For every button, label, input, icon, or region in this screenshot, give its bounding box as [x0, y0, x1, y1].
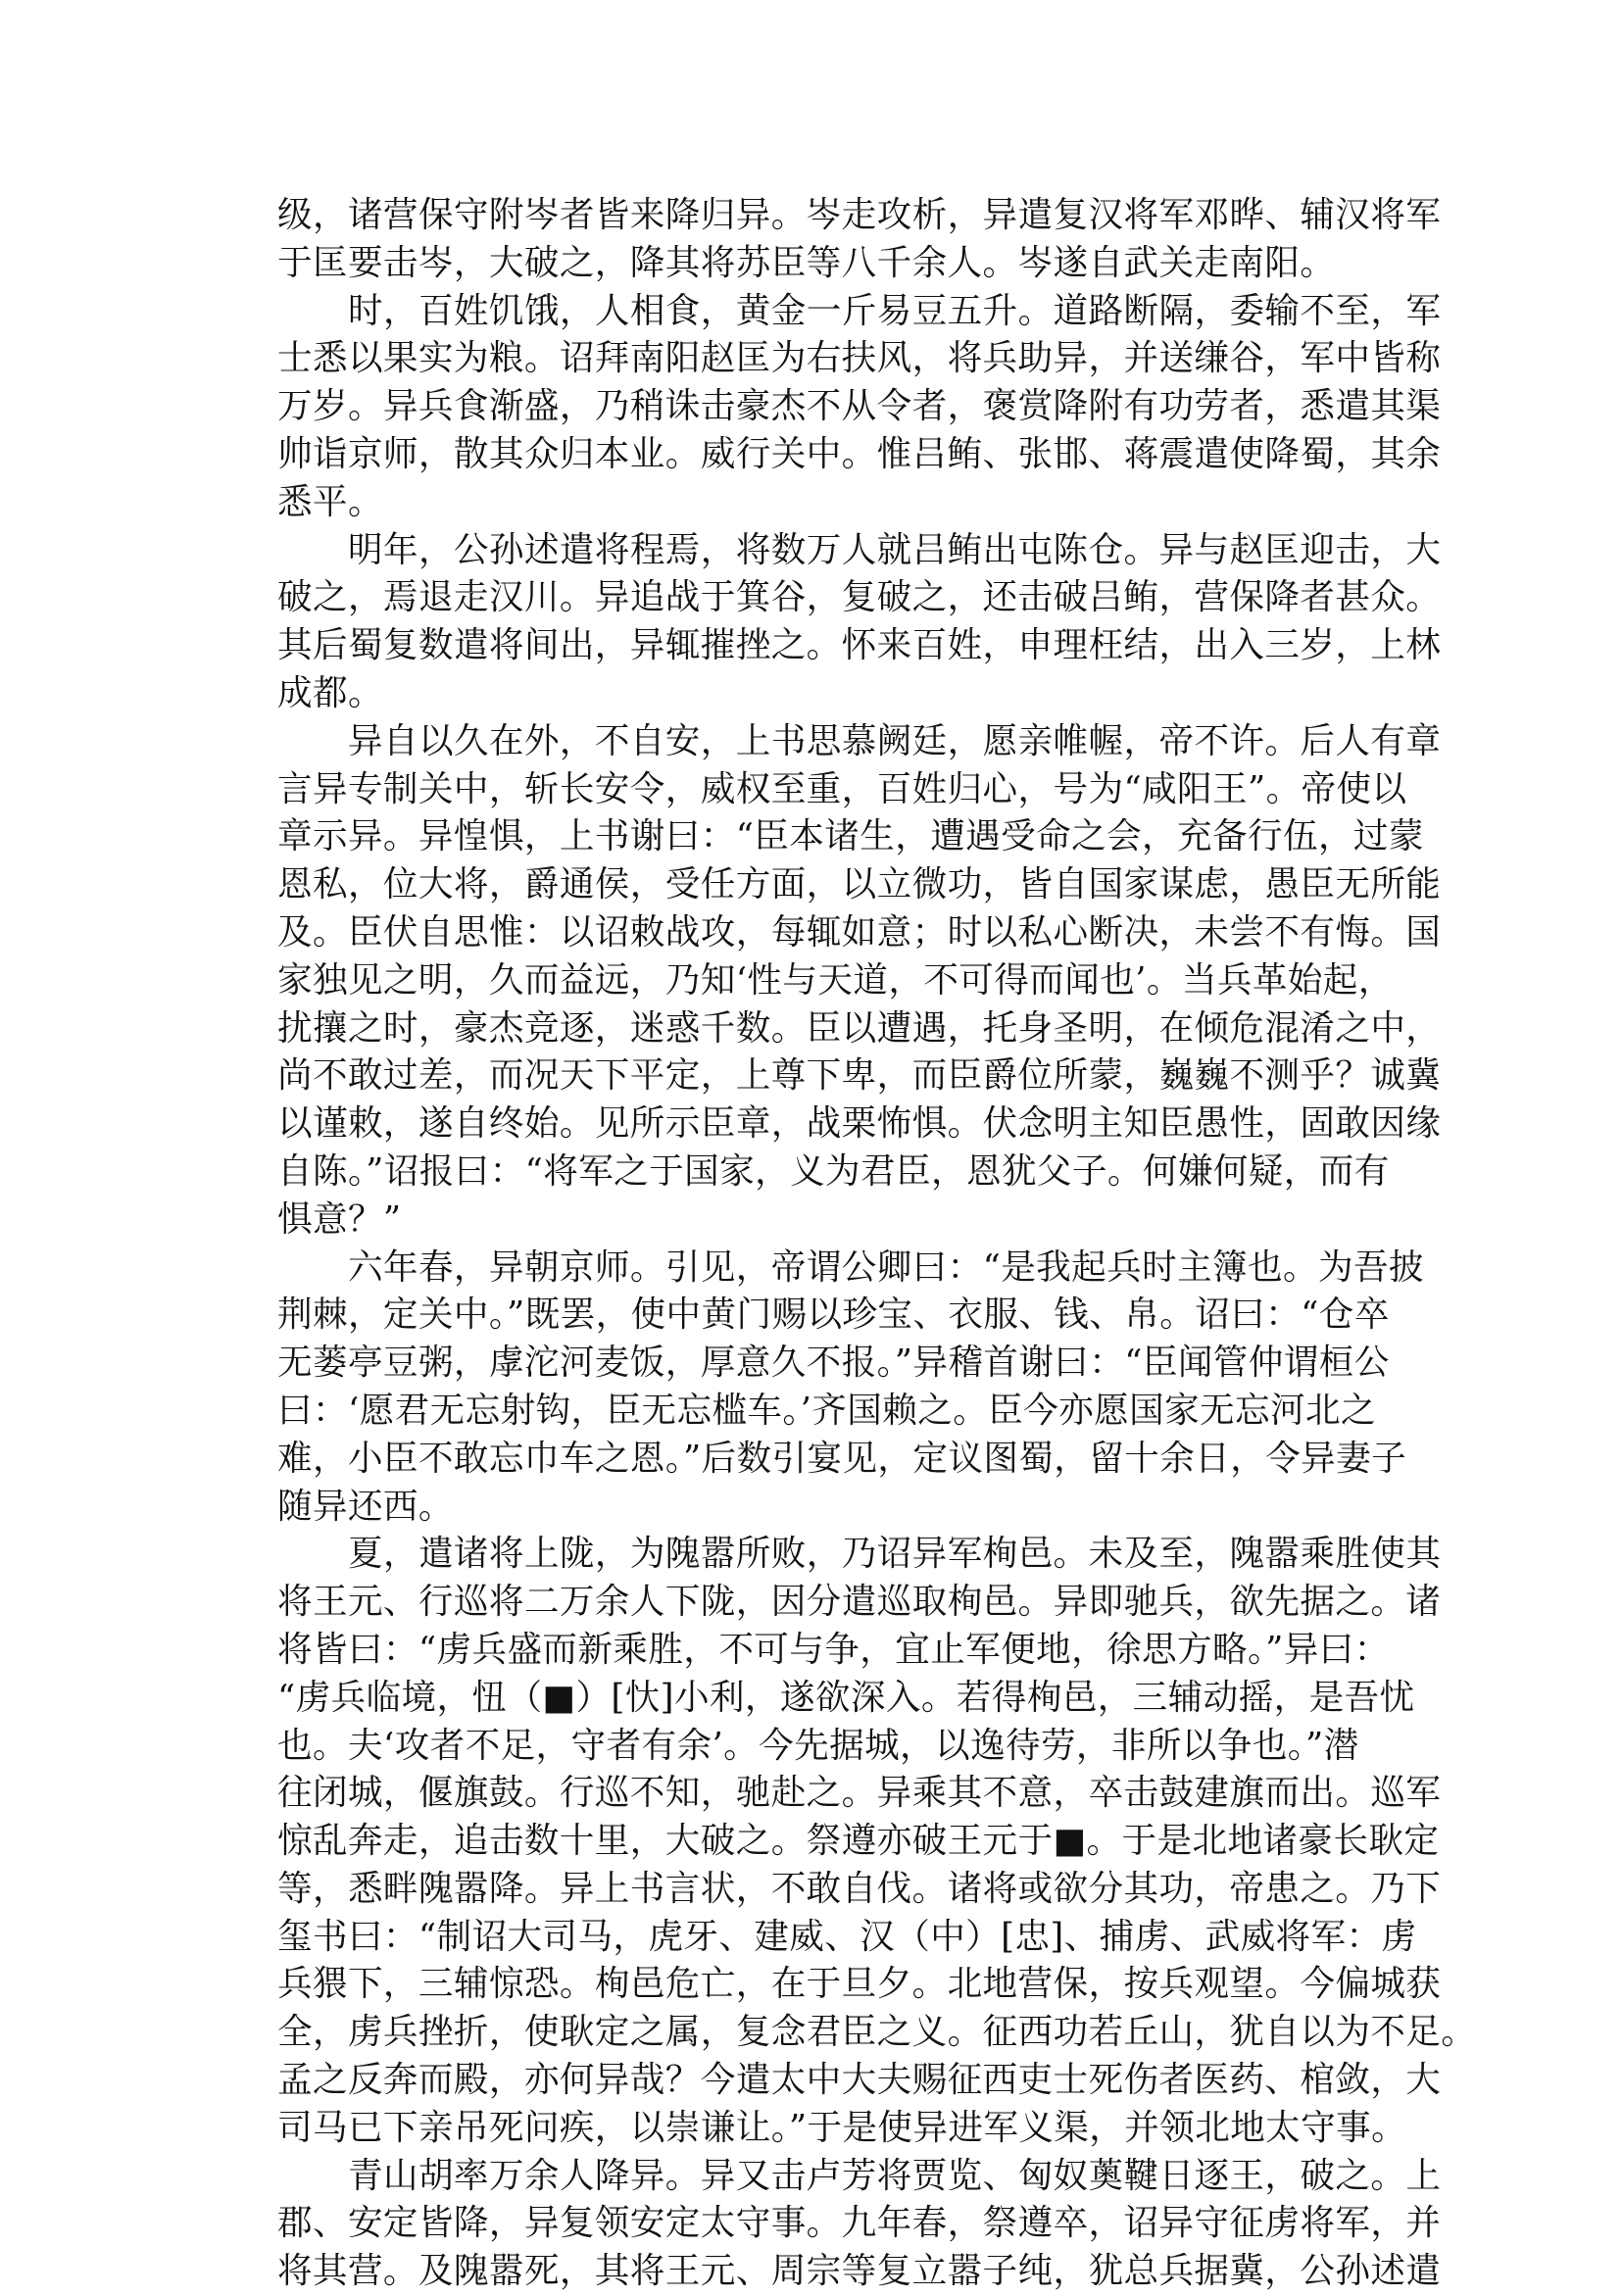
- text-line: 恩私，位大将，爵通侯，受任方面，以立微功，皆自国家谋虑，愚臣无所能: [277, 864, 1442, 905]
- text-line: 尚不敢过差，而况天下平定，上尊下卑，而臣爵位所蒙，巍巍不测乎？诚冀: [277, 1055, 1442, 1097]
- text-line: “虏兵临境，忸（■）[忕]小利，遂欲深入。若得栒邑，三辅动摇，是吾忧: [277, 1677, 1415, 1718]
- text-line: 章示异。异惶惧，上书谢曰：“臣本诸生，遭遇受命之会，充备行伍，过蒙: [277, 816, 1424, 857]
- text-line: 曰：‘愿君无忘射钩，臣无忘槛车。’齐国赖之。臣今亦愿国家无忘河北之: [277, 1390, 1376, 1431]
- text-line: 成都。: [277, 672, 383, 713]
- text-line: 郡、安定皆降，异复领安定太守事。九年春，祭遵卒，诏异守征虏将军，并: [277, 2203, 1442, 2244]
- text-line: 及。臣伏自思惟：以诏敕战攻，每辄如意；时以私心断决，未尝不有悔。国: [277, 911, 1442, 953]
- text-line: 兵猥下，三辅惊恐。栒邑危亡，在于旦夕。北地营保，按兵观望。今偏城获: [277, 1964, 1442, 2005]
- text-line: 无蒌亭豆粥，虖沱河麦饭，厚意久不报。”异稽首谢曰：“臣闻管仲谓桓公: [277, 1343, 1390, 1384]
- text-line: 全，虏兵挫折，使耿定之属，复念君臣之义。征西功若丘山，犹自以为不足。: [277, 2012, 1477, 2053]
- text-line: 司马已下亲吊死问疾，以崇谦让。”于是使异进军义渠，并领北地太守事。: [277, 2107, 1407, 2148]
- paragraph-first-line: 夏，遣诸将上陇，为隗嚣所败，乃诏异军栒邑。未及至，隗嚣乘胜使其: [348, 1534, 1442, 1575]
- text-line: 破之，焉退走汉川。异追战于箕谷，复破之，还击破吕鲔，营保降者甚众。: [277, 577, 1442, 618]
- text-line: 将其营。及隗嚣死，其将王元、周宗等复立嚣子纯，犹总兵据冀，公孙述遣: [277, 2251, 1442, 2292]
- text-line: 孟之反奔而殿，亦何异哉？今遣太中大夫赐征西吏士死伤者医药、棺敛，大: [277, 2060, 1442, 2101]
- text-line: 将皆曰：“虏兵盛而新乘胜，不可与争，宜止军便地，徐思方略。”异曰：: [277, 1629, 1390, 1670]
- paragraph-first-line: 青山胡率万余人降异。异又击卢芳将贾览、匈奴薁鞬日逐王，破之。上: [348, 2155, 1442, 2196]
- paragraph-first-line: 时，百姓饥饿，人相食，黄金一斤易豆五升。道路断隔，委输不至，军: [348, 290, 1442, 331]
- text-line: 其后蜀复数遣将间出，异辄摧挫之。怀来百姓，申理枉结，出入三岁，上林: [277, 625, 1442, 666]
- text-line: 言异专制关中，斩长安令，威权至重，百姓归心，号为“咸阳王”。帝使以: [277, 768, 1407, 809]
- text-line: 悉平。: [277, 481, 383, 522]
- text-line: 也。夫‘攻者不足，守者有余’。今先据城，以逸待劳，非所以争也。”潜: [277, 1725, 1359, 1766]
- text-line: 难，小臣不敢忘巾车之恩。”后数引宴见，定议图蜀，留十余日，令异妻子: [277, 1438, 1407, 1479]
- text-line: 扰攘之时，豪杰竞逐，迷惑千数。臣以遭遇，托身圣明，在倾危混淆之中，: [277, 1007, 1442, 1049]
- text-line: 随异还西。: [277, 1486, 454, 1527]
- paragraph-first-line: 明年，公孙述遣将程焉，将数万人就吕鲔出屯陈仓。异与赵匡迎击，大: [348, 529, 1442, 570]
- text-line: 自陈。”诏报曰：“将军之于国家，义为君臣，恩犹父子。何嫌何疑，而有: [277, 1150, 1390, 1192]
- text-line: 级，诸营保守附岑者皆来降归异。岑走攻析，异遣复汉将军邓晔、辅汉将军: [277, 195, 1442, 235]
- text-line: 家独见之明，久而益远，乃知‘性与天道，不可得而闻也’。当兵革始起，: [277, 959, 1394, 1001]
- text-line: 惧意？”: [277, 1198, 402, 1240]
- text-line: 以谨敕，遂自终始。见所示臣章，战栗怖惧。伏念明主知臣愚性，固敢因缘: [277, 1103, 1442, 1145]
- text-line: 荆棘，定关中。”既罢，使中黄门赐以珍宝、衣服、钱、帛。诏曰：“仓卒: [277, 1295, 1390, 1336]
- document-text-body: [277, 192, 1477, 2296]
- text-line: 帅诣京师，散其众归本业。威行关中。惟吕鲔、张邯、蒋震遣使降蜀，其余: [277, 433, 1442, 474]
- paragraph-first-line: 六年春，异朝京师。引见，帝谓公卿曰：“是我起兵时主簿也。为吾披: [348, 1246, 1424, 1288]
- text-line: 等，悉畔隗嚣降。异上书言状，不敢自伐。诸将或欲分其功，帝患之。乃下: [277, 1868, 1442, 1909]
- text-line: 将王元、行巡将二万余人下陇，因分遣巡取栒邑。异即驰兵，欲先据之。诸: [277, 1582, 1442, 1623]
- text-line: 惊乱奔走，追击数十里，大破之。祭遵亦破王元于■。于是北地诸豪长耿定: [277, 1821, 1440, 1862]
- text-line: 万岁。异兵食渐盛，乃稍诛击豪杰不从令者，褒赏降附有功劳者，悉遣其渠: [277, 386, 1442, 427]
- text-line: 玺书曰：“制诏大司马，虎牙、建威、汉（中）[忠]、捕虏、武威将军：虏: [277, 1916, 1417, 1957]
- text-line: 往闭城，偃旗鼓。行巡不知，驰赴之。异乘其不意，卒击鼓建旗而出。巡军: [277, 1773, 1442, 1814]
- text-line: 士悉以果实为粮。诏拜南阳赵匡为右扶风，将兵助异，并送缣谷，军中皆称: [277, 338, 1442, 379]
- text-line: 于匡要击岑，大破之，降其将苏臣等八千余人。岑遂自武关走南阳。: [277, 242, 1336, 283]
- paragraph-first-line: 异自以久在外，不自安，上书思慕阙廷，愿亲帷幄，帝不许。后人有章: [348, 720, 1442, 761]
